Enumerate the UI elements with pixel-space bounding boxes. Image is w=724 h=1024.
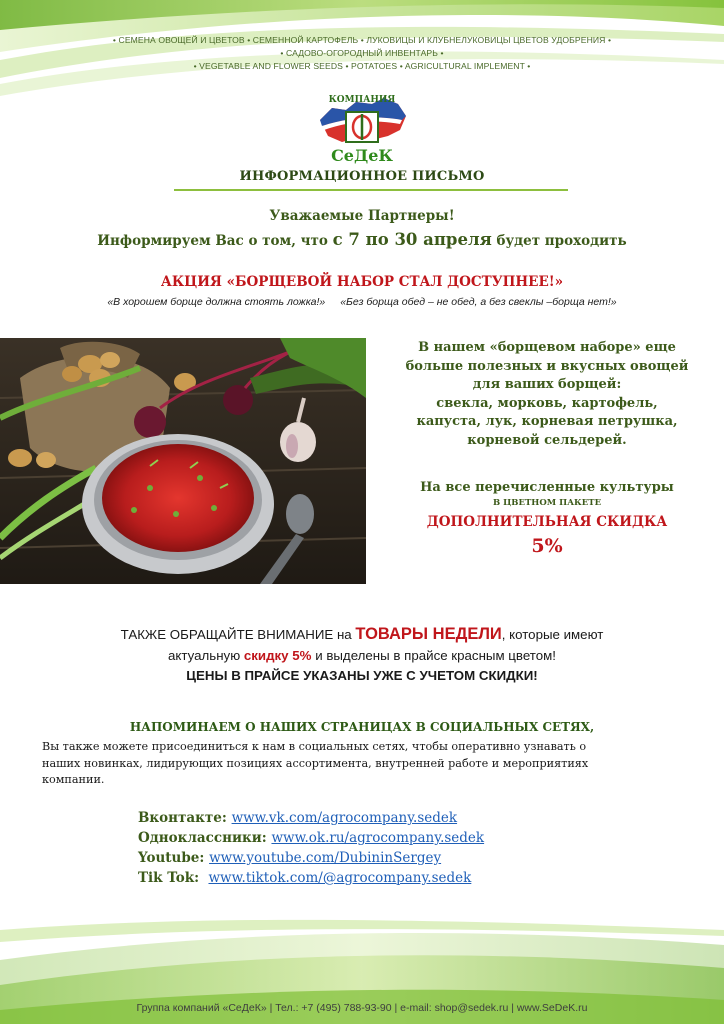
offer-percent: 5% [531,535,563,557]
social-label: Одноклассники: [138,830,267,846]
logo-arc-text: КОМПАНИЯ [328,95,396,105]
promo-title: АКЦИЯ «БОРЩЕВОЙ НАБОР СТАЛ ДОСТУПНЕЕ!» [160,274,564,290]
company-logo [312,90,412,170]
weekly-text: актуальную [168,647,244,663]
social-title: НАПОМИНАЕМ О НАШИХ СТРАНИЦАХ В СОЦИАЛЬНЫХ СЕТЯХ, [129,720,595,734]
header-categories [0,34,724,73]
weekly-line: ЦЕНЫ В ПРАЙСЕ УКАЗАНЫ УЖЕ С УЧЕТОМ СКИДКИ! [186,668,538,683]
social-paragraph-line: компании. [42,773,105,786]
social-label: Youtube: [138,850,205,866]
greeting: Уважаемые Партнеры! [269,208,455,224]
title-divider [174,189,568,191]
social-label: Вконтакте: [138,810,227,826]
inform-line [0,230,724,249]
quotes [0,296,724,308]
social-paragraph-line: Вы также можете присоединиться к нам в социальных сетях, чтобы оперативно узнавать о [42,740,587,753]
inform-prefix: Информируем Вас о том, что [97,233,333,249]
social-link-youtube [138,848,484,868]
offer-line: ДОПОЛНИТЕЛЬНАЯ СКИДКА [426,514,668,530]
document-title: ИНФОРМАЦИОННОЕ ПИСЬМО [239,169,485,184]
social-paragraph-line: наших новинках, лидирующих позициях ассортимента, внутренней работе и мероприятиях [42,756,589,770]
weekly-line [0,624,724,646]
header-categories-line: • СЕМЕНА ОВОЩЕЙ И ЦВЕТОВ • СЕМЕННОЙ КАРТОФЕЛЬ • ЛУКОВИЦЫ И КЛУБНЕЛУКОВИЦЫ ЦВЕТОВ УДОБРЕНИЯ • [112,35,612,45]
weekly-highlight: ТОВАРЫ НЕДЕЛИ [355,625,502,643]
discount-offer [370,479,724,558]
quote: «Без борща обед – не обед, а без свеклы –борща нет!» [340,296,617,308]
weekly-line [0,646,724,667]
weekly-text: и выделены в прайсе красным цветом! [311,647,556,663]
social-label: Tik Tok: [138,870,200,886]
quote: «В хорошем борще должна стоять ложка!» [107,296,326,308]
social-url[interactable]: www.youtube.com/DubininSergey [209,850,442,866]
weekly-text: ТАКЖЕ ОБРАЩАЙТЕ ВНИМАНИЕ на [120,627,356,642]
weekly-products-notice [0,624,724,687]
inform-dates: с 7 по 30 апреля [332,230,492,249]
footer-contacts: Группа компаний «СеДеК» | Тел.: +7 (495) 788-93-90 | e-mail: shop@sedek.ru | www.SeDeK.ru [136,1002,588,1014]
weekly-text: , которые имеют [501,627,604,642]
borsch-description [370,339,724,450]
offer-line: На все перечисленные культуры [420,480,674,495]
social-paragraph [42,739,702,789]
offer-line: В ЦВЕТНОМ ПАКЕТЕ [492,498,602,508]
social-link-ok [138,828,484,848]
header-categories-line: • VEGETABLE AND FLOWER SEEDS • POTATOES • AGRICULTURAL IMPLEMENT • [193,61,531,71]
social-url[interactable]: www.tiktok.com/@agrocompany.sedek [208,870,472,886]
social-links [138,808,484,888]
borsch-line: больше полезных и вкусных овощей [405,358,689,374]
logo-name: СеДеК [331,146,393,165]
borsch-photo [0,338,366,584]
social-link-vk [138,808,484,828]
borsch-line: для ваших борщей: [472,377,622,392]
weekly-highlight: скидку 5% [243,647,312,663]
social-url[interactable]: www.ok.ru/agrocompany.sedek [271,830,485,846]
social-url[interactable]: www.vk.com/agrocompany.sedek [231,810,458,826]
borsch-line: корневой сельдерей. [467,432,627,448]
inform-suffix: будет проходить [491,233,627,249]
borsch-line: капуста, лук, корневая петрушка, [416,414,678,429]
header-categories-line: • САДОВО-ОГОРОДНЫЙ ИНВЕНТАРЬ • [280,48,444,58]
borsch-line: В нашем «борщевом наборе» еще [418,340,676,355]
social-link-tiktok [138,868,484,888]
borsch-line: свекла, морковь, картофель, [436,395,658,411]
